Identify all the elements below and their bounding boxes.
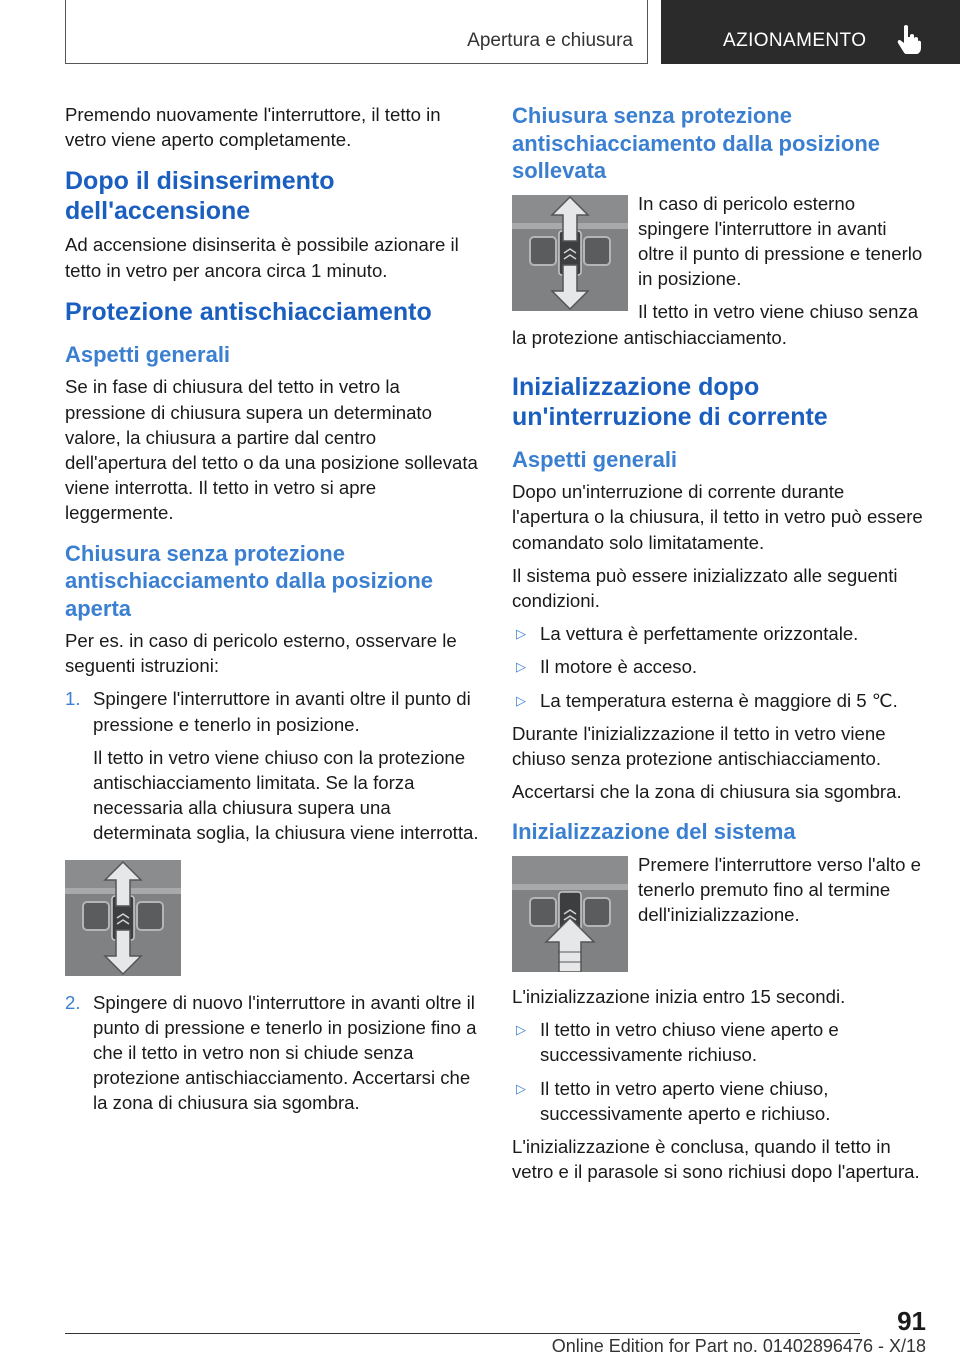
step-subtext: Il tetto in vetro viene chiuso con la protezione antischiacciamento limitata. Se la forza necessaria alla chiusura supera una determinata soglia, la chiusura viene interrotta. [93,746,479,844]
close-from-open-paragraph: Per es. in caso di pericolo esterno, osservare le seguenti istruzioni: [65,630,457,677]
list-item [512,1017,926,1067]
header-chapter-title: AZIONAMENTO [723,30,867,51]
header-chapter-tab [661,0,960,64]
step-text: Spingere l'interruttore in avanti oltre il punto di pressione e tenerlo in posizione. [93,688,471,735]
step-text: Spingere di nuovo l'interruttore in avanti oltre il punto di pressione e tenerlo in posizione fino a che il tetto in vetro non si chiude senza protezione antischiacciamento. Accertarsi che la zona di chiusura sia sgombra. [93,991,477,1114]
heading-after-ignition-off: Dopo il disinserimento dell'accensione [65,167,335,226]
sequence-text: Il tetto in vetro chiuso viene aperto e successivamente richiuso. [540,1019,839,1066]
list-item [65,990,479,1116]
subheading-system-init: Inizializzazione del sistema [512,819,796,845]
switch-forward-back-figure [512,195,628,311]
triangle-bullet-icon: ▷ [516,1022,526,1038]
page-number: 91 [897,1306,926,1336]
list-item [512,654,926,679]
list-item [65,686,479,845]
left-column [65,102,479,1124]
right-column [512,102,926,1192]
ignition-paragraph: Ad accensione disinserita è possibile azionare il tetto in vetro per ancora circa 1 minuto. [65,234,459,281]
switch-forward-back-figure [65,860,181,976]
triangle-bullet-icon: ▷ [516,1080,526,1096]
general-paragraph: Se in fase di chiusura del tetto in vetro la pressione di chiusura supera un determinato valore, la chiusura a partire dal centro dell'apertura del tetto o da una posizione sollevata viene interrotta. Il tetto in vetro si apre leggermente. [65,376,478,524]
init-done-paragraph: L'inizializzazione è conclusa, quando il tetto in vetro e il parasole si sono richiusi dopo l'apertura. [512,1135,920,1183]
list-item [512,688,926,713]
subheading-close-from-open: Chiusura senza protezione antischiacciamento dalla posizione aperta [65,540,433,621]
init-general-paragraph: Dopo un'interruzione di corrente durante l'apertura o la chiusura, il tetto in vetro può essere comandato solo limitatamente. [512,481,923,553]
conditions-intro: Il sistema può essere inizializzato alle seguenti condizioni. [512,564,898,612]
raised-block [512,191,926,358]
system-init-block [512,852,926,976]
triangle-bullet-icon: ▷ [516,692,526,708]
steps-list [65,686,479,845]
system-init-paragraph: Premere l'interruttore verso l'alto e tenerlo premuto fino al termine dell'inizializzazione. [638,853,922,926]
pointing-hand-icon [896,24,922,54]
sequence-list [512,1017,926,1126]
step-number: 1. [65,688,81,710]
triangle-bullet-icon: ▷ [516,659,526,675]
footer-divider [65,1333,860,1334]
list-item [512,621,926,646]
raised-paragraph-2: Il tetto in vetro viene chiuso senza la protezione antischiacciamento. [512,301,919,348]
subheading-close-from-raised: Chiusura senza protezione antischiacciamento dalla posizione sollevata [512,103,880,183]
init-start-paragraph: L'inizializzazione inizia entro 15 secondi. [512,985,846,1007]
switch-figure-1 [65,860,479,976]
triangle-bullet-icon: ▷ [516,626,526,642]
conditions-list [512,621,926,713]
subheading-general: Aspetti generali [512,446,678,472]
condition-text: Il motore è acceso. [540,656,698,678]
steps-list-continued [65,990,479,1116]
header-section-title: Apertura e chiusura [467,30,633,51]
subheading-general: Aspetti generali [65,341,231,367]
footer-edition: Online Edition for Part no. 01402896476 - X/18 [551,1336,926,1356]
list-item [512,1076,926,1126]
check-paragraph: Accertarsi che la zona di chiusura sia sgombra. [512,781,902,803]
switch-up-figure [512,856,628,972]
during-paragraph: Durante l'inizializzazione il tetto in vetro viene chiuso senza protezione antischiacciamento. [512,722,886,770]
step-number: 2. [65,991,81,1013]
sequence-text: Il tetto in vetro aperto viene chiuso, successivamente aperto e richiuso. [540,1077,831,1124]
condition-text: La temperatura esterna è maggiore di 5 ℃. [540,689,898,711]
heading-pinch-protection: Protezione antischiacciamento [65,297,432,326]
raised-paragraph-1: In caso di pericolo esterno spingere l'interruttore in avanti oltre il punto di pressione e tenerlo in posizione. [638,192,923,290]
intro-paragraph: Premendo nuovamente l'interruttore, il tetto in vetro viene aperto completamente. [65,104,441,151]
header-section-box [65,0,648,64]
condition-text: La vettura è perfettamente orizzontale. [540,623,859,645]
heading-init-after-power-loss: Inizializzazione dopo un'interruzione di corrente [512,372,828,431]
